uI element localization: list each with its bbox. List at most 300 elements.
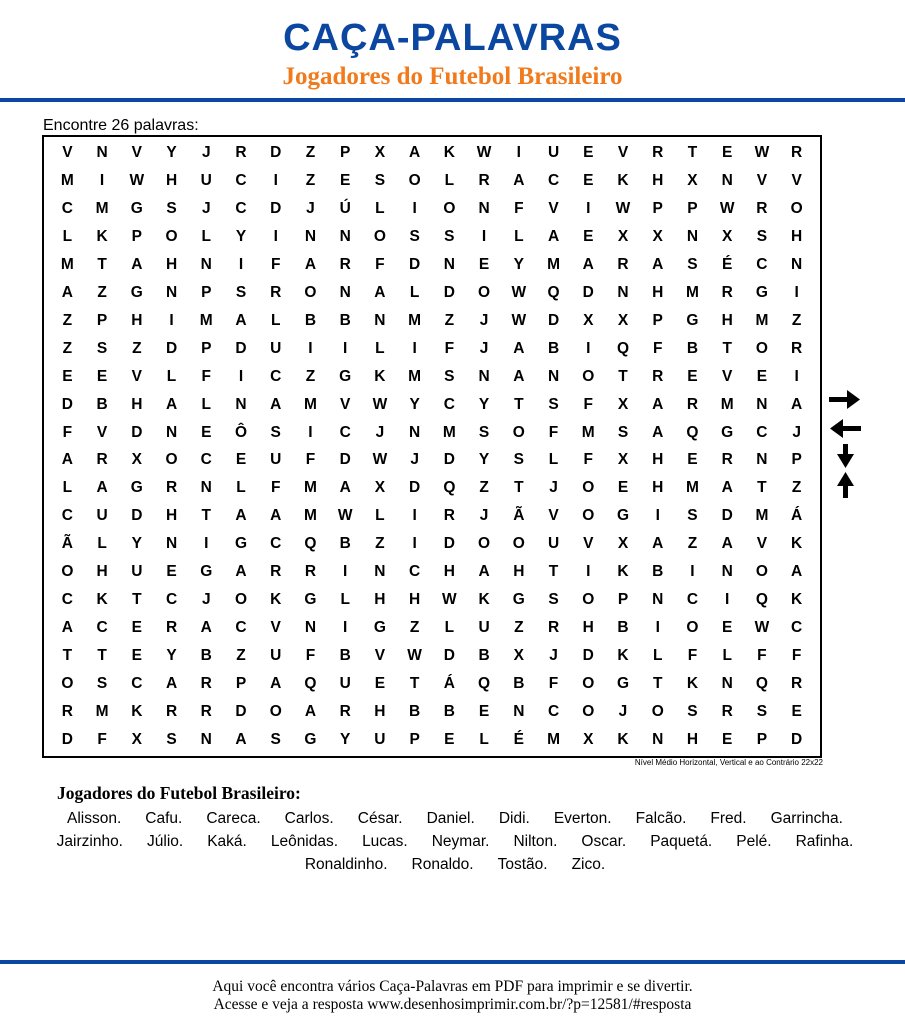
word-list-item: Jairzinho. bbox=[56, 833, 123, 850]
grid-cell: R bbox=[652, 367, 664, 385]
grid-cell: Y bbox=[166, 647, 177, 665]
grid-cell: L bbox=[514, 227, 524, 245]
grid-cell: D bbox=[582, 283, 594, 301]
grid-cell: G bbox=[130, 283, 143, 301]
grid-cell: J bbox=[479, 311, 489, 329]
grid-cell: R bbox=[270, 563, 282, 581]
grid-cell: X bbox=[583, 311, 594, 329]
grid-cell: F bbox=[444, 339, 455, 357]
grid-cell: G bbox=[304, 591, 317, 609]
grid-cell: T bbox=[409, 675, 420, 693]
grid-cell: O bbox=[755, 563, 768, 581]
grid-cell: B bbox=[547, 339, 560, 357]
grid-cell: O bbox=[582, 507, 595, 525]
grid-cell: M bbox=[408, 311, 422, 329]
word-list-item: Paquetá. bbox=[650, 833, 713, 850]
grid-cell: I bbox=[343, 619, 348, 637]
grid-cell: H bbox=[165, 507, 178, 525]
grid-cell: D bbox=[409, 479, 421, 497]
grid-cell: C bbox=[96, 619, 108, 637]
grid-cell: D bbox=[235, 703, 247, 721]
grid-cell: Z bbox=[687, 535, 698, 553]
grid-cell: D bbox=[547, 311, 560, 329]
grid-cell: U bbox=[96, 507, 108, 525]
grid-cell: A bbox=[374, 283, 386, 301]
grid-cell: G bbox=[616, 507, 630, 525]
grid-cell: Y bbox=[478, 395, 490, 413]
grid-cell: H bbox=[131, 311, 143, 329]
grid-cell: P bbox=[201, 339, 212, 357]
grid-cell: A bbox=[61, 619, 73, 637]
grid-cell: O bbox=[373, 227, 386, 245]
grid-cell: I bbox=[343, 339, 348, 357]
grid-cell: N bbox=[791, 255, 803, 273]
grid-cell: C bbox=[756, 255, 768, 273]
grid-cell: S bbox=[756, 227, 768, 245]
grid-cell: Ã bbox=[61, 535, 73, 553]
grid-cell: K bbox=[443, 143, 455, 161]
grid-cell: A bbox=[165, 675, 178, 693]
grid-cell: W bbox=[337, 507, 353, 525]
grid-cell: N bbox=[547, 367, 560, 385]
grid-cell: F bbox=[791, 647, 802, 665]
grid-cell: E bbox=[131, 647, 142, 665]
grid-cell: X bbox=[131, 451, 142, 469]
grid-cell: A bbox=[582, 255, 594, 273]
grid-cell: V bbox=[131, 143, 142, 161]
grid-cell: O bbox=[512, 423, 525, 441]
bottom-divider bbox=[0, 960, 905, 964]
grid-cell: L bbox=[166, 367, 177, 385]
grid-cell: C bbox=[235, 199, 247, 217]
grid-cell: A bbox=[513, 339, 525, 357]
grid-cell: R bbox=[617, 255, 629, 273]
grid-cell: M bbox=[547, 731, 560, 749]
grid-cell: I bbox=[273, 227, 278, 245]
grid-cell: B bbox=[478, 647, 490, 665]
grid-cell: A bbox=[61, 451, 73, 469]
grid-cell: A bbox=[235, 311, 247, 329]
grid-cell: U bbox=[270, 451, 282, 469]
grid-cell: R bbox=[96, 451, 108, 469]
grid-cell: Ú bbox=[339, 199, 351, 217]
grid-cell: W bbox=[407, 647, 422, 665]
grid-cell: G bbox=[755, 283, 768, 301]
grid-cell: X bbox=[513, 647, 524, 665]
grid-cell: T bbox=[132, 591, 142, 609]
grid-cell: R bbox=[339, 703, 351, 721]
grid-cell: J bbox=[792, 423, 801, 441]
grid-cell: C bbox=[270, 367, 282, 385]
grid-cell: K bbox=[617, 563, 629, 581]
grid-cell: A bbox=[96, 479, 108, 497]
grid-cell: U bbox=[374, 731, 386, 749]
grid-cell: P bbox=[96, 311, 108, 329]
grid-cell: F bbox=[757, 647, 767, 665]
grid-cell: H bbox=[443, 563, 455, 581]
grid-cell: D bbox=[165, 339, 178, 357]
grid-cell: I bbox=[725, 591, 730, 609]
grid-cell: S bbox=[166, 199, 177, 217]
grid-cell: I bbox=[238, 367, 244, 385]
grid-cell: R bbox=[791, 675, 803, 693]
grid-cell: Z bbox=[62, 311, 73, 329]
grid-cell: G bbox=[130, 199, 143, 217]
grid-cell: Ô bbox=[234, 423, 248, 441]
grid-cell: P bbox=[617, 591, 629, 609]
grid-cell: O bbox=[790, 199, 803, 217]
grid-cell: X bbox=[617, 451, 629, 469]
grid-cell: X bbox=[374, 479, 386, 497]
grid-cell: H bbox=[721, 311, 733, 329]
grid-cell: Z bbox=[97, 283, 107, 301]
grid-cell: K bbox=[686, 675, 699, 693]
grid-cell: N bbox=[165, 535, 178, 553]
grid-cell: N bbox=[721, 563, 733, 581]
grid-cell: I bbox=[204, 535, 209, 553]
grid-cell: A bbox=[652, 395, 664, 413]
grid-cell: B bbox=[304, 311, 317, 329]
grid-cell: S bbox=[478, 423, 490, 441]
grid-cell: T bbox=[62, 647, 73, 665]
grid-cell: S bbox=[235, 283, 247, 301]
grid-cell: F bbox=[583, 451, 593, 469]
page-title: CAÇA-PALAVRAS bbox=[283, 17, 622, 59]
grid-cell: X bbox=[131, 731, 142, 749]
grid-cell: M bbox=[60, 255, 74, 273]
grid-cell: M bbox=[720, 395, 734, 413]
grid-cell: O bbox=[582, 367, 595, 385]
grid-cell: M bbox=[685, 479, 699, 497]
grid-cell: Á bbox=[791, 507, 803, 525]
grid-cell: R bbox=[478, 171, 490, 189]
grid-cell: T bbox=[514, 479, 524, 497]
grid-cell: R bbox=[791, 339, 803, 357]
grid-cell: Y bbox=[478, 451, 490, 469]
grid-cell: Ã bbox=[513, 507, 525, 525]
grid-cell: O bbox=[408, 171, 421, 189]
grid-cell: L bbox=[375, 507, 385, 525]
grid-cell: N bbox=[443, 255, 455, 273]
grid-cell: P bbox=[235, 675, 247, 693]
word-list-item: Didi. bbox=[498, 810, 530, 827]
grid-cell: V bbox=[722, 367, 733, 385]
grid-cell: R bbox=[270, 283, 282, 301]
grid-cell: X bbox=[583, 731, 594, 749]
grid-cell: Z bbox=[444, 311, 455, 329]
grid-cell: K bbox=[478, 591, 490, 609]
grid-cell: A bbox=[721, 535, 733, 553]
grid-cell: R bbox=[61, 703, 73, 721]
grid-cell: J bbox=[549, 479, 558, 497]
grid-cell: I bbox=[794, 283, 799, 301]
grid-cell: F bbox=[375, 255, 385, 273]
word-list-item: Fred. bbox=[710, 810, 747, 827]
grid-cell: P bbox=[756, 731, 768, 749]
grid-cell: G bbox=[512, 591, 525, 609]
grid-cell: W bbox=[719, 199, 735, 217]
grid-cell: X bbox=[652, 227, 663, 245]
grid-cell: F bbox=[687, 647, 698, 665]
grid-cell: D bbox=[443, 535, 455, 553]
grid-cell: B bbox=[339, 535, 351, 553]
grid-cell: W bbox=[511, 283, 527, 301]
grid-cell: A bbox=[270, 675, 282, 693]
grid-cell: N bbox=[165, 423, 178, 441]
grid-cell: D bbox=[235, 339, 247, 357]
grid-cell: O bbox=[686, 619, 699, 637]
grid-cell: A bbox=[200, 619, 212, 637]
grid-cell: R bbox=[721, 283, 733, 301]
grid-cell: H bbox=[652, 283, 664, 301]
grid-cell: G bbox=[304, 731, 317, 749]
word-list-item: Kaká. bbox=[207, 833, 247, 850]
grid-cell: V bbox=[374, 647, 386, 665]
grid-cell: A bbox=[721, 479, 733, 497]
grid-cell: L bbox=[201, 395, 211, 413]
grid-cell: F bbox=[97, 731, 107, 749]
grid-cell: S bbox=[548, 395, 559, 413]
grid-cell: C bbox=[200, 451, 212, 469]
grid-cell: B bbox=[686, 339, 699, 357]
grid-cell: S bbox=[96, 675, 108, 693]
grid-cell: O bbox=[165, 451, 178, 469]
grid-cell: D bbox=[443, 451, 455, 469]
grid-cell: S bbox=[374, 171, 386, 189]
instruction-text: Encontre 26 palavras: bbox=[43, 117, 199, 134]
grid-cell: E bbox=[583, 171, 594, 189]
grid-cell: O bbox=[478, 535, 491, 553]
grid-cell: Q bbox=[686, 423, 699, 441]
grid-cell: R bbox=[721, 703, 733, 721]
grid-cell: T bbox=[97, 255, 107, 273]
grid-cell: K bbox=[374, 367, 386, 385]
grid-cell: A bbox=[131, 255, 143, 273]
grid-cell: H bbox=[374, 703, 386, 721]
grid-cell: G bbox=[130, 479, 143, 497]
grid-cell: A bbox=[270, 395, 282, 413]
grid-cell: N bbox=[304, 619, 317, 637]
grid-cell: W bbox=[754, 143, 770, 161]
grid-cell: E bbox=[722, 731, 733, 749]
grid-cell: L bbox=[722, 647, 732, 665]
grid-cell: I bbox=[308, 423, 313, 441]
grid-cell: M bbox=[60, 171, 74, 189]
grid-cell: I bbox=[308, 339, 313, 357]
grid-cell: D bbox=[61, 731, 73, 749]
grid-cell: H bbox=[686, 731, 699, 749]
grid-cell: Q bbox=[547, 283, 560, 301]
grid-cell: D bbox=[131, 423, 143, 441]
grid-cell: X bbox=[617, 535, 629, 553]
grid-cell: S bbox=[513, 451, 524, 469]
grid-cell: N bbox=[200, 479, 212, 497]
word-list-item: Alisson. bbox=[67, 810, 122, 827]
word-list-item: Oscar. bbox=[581, 833, 627, 850]
grid-cell: W bbox=[754, 619, 770, 637]
grid-cell: V bbox=[96, 423, 108, 441]
grid-cell: P bbox=[652, 199, 663, 217]
grid-cell: S bbox=[96, 339, 108, 357]
grid-cell: H bbox=[131, 395, 143, 413]
grid-cell: F bbox=[548, 675, 559, 693]
grid-cell: D bbox=[443, 283, 455, 301]
grid-cell: Y bbox=[513, 255, 524, 273]
grid-cell: A bbox=[409, 143, 421, 161]
grid-cell: Q bbox=[755, 591, 768, 609]
grid-cell: M bbox=[755, 311, 769, 329]
grid-cell: L bbox=[652, 647, 663, 665]
grid-cell: C bbox=[686, 591, 699, 609]
grid-cell: L bbox=[444, 171, 455, 189]
grid-cell: A bbox=[652, 423, 664, 441]
grid-cell: V bbox=[340, 395, 351, 413]
grid-cell: J bbox=[306, 199, 315, 217]
grid-cell: J bbox=[618, 703, 628, 721]
grid-cell: V bbox=[617, 143, 629, 161]
grid-cell: C bbox=[409, 563, 421, 581]
grid-cell: I bbox=[690, 563, 695, 581]
grid-cell: O bbox=[512, 535, 525, 553]
grid-cell: R bbox=[165, 703, 178, 721]
grid-cell: O bbox=[269, 703, 282, 721]
grid-cell: C bbox=[61, 507, 73, 525]
grid-cell: L bbox=[444, 619, 455, 637]
grid-cell: N bbox=[235, 395, 247, 413]
grid-cell: C bbox=[131, 675, 143, 693]
grid-cell: I bbox=[516, 143, 521, 161]
grid-cell: T bbox=[514, 395, 524, 413]
grid-cell: W bbox=[129, 171, 145, 189]
word-list bbox=[40, 810, 870, 874]
grid-cell: W bbox=[476, 143, 492, 161]
grid-cell: P bbox=[340, 143, 351, 161]
grid-cell: O bbox=[651, 703, 664, 721]
grid-cell: E bbox=[478, 703, 490, 721]
grid-cell: C bbox=[61, 199, 73, 217]
grid-cell: S bbox=[409, 227, 420, 245]
grid-cell: T bbox=[548, 563, 559, 581]
grid-cell: W bbox=[442, 591, 457, 609]
grid-cell: Z bbox=[305, 367, 316, 385]
grid-cell: Z bbox=[514, 619, 524, 637]
grid-cell: R bbox=[686, 395, 699, 413]
grid-cell: S bbox=[687, 703, 698, 721]
grid-cell: W bbox=[372, 451, 388, 469]
grid-cell: E bbox=[687, 367, 698, 385]
grid-cell: M bbox=[442, 423, 456, 441]
grid-cell: A bbox=[513, 367, 525, 385]
grid-cell: O bbox=[478, 283, 491, 301]
grid-cell: M bbox=[95, 199, 109, 217]
grid-cell: Z bbox=[479, 479, 489, 497]
page-subtitle: Jogadores do Futebol Brasileiro bbox=[282, 63, 623, 90]
grid-cell: I bbox=[794, 367, 799, 385]
grid-cell: I bbox=[412, 339, 417, 357]
footer-line-2: Acesse e veja a resposta www.desenhosimprimir.com.br/?p=12581/#resposta bbox=[213, 996, 692, 1013]
grid-cell: J bbox=[479, 339, 489, 357]
grid-cell: C bbox=[235, 171, 247, 189]
grid-cell: F bbox=[514, 199, 524, 217]
grid-cell: T bbox=[652, 675, 663, 693]
grid-cell: G bbox=[686, 311, 699, 329]
grid-cell: K bbox=[617, 647, 629, 665]
grid-cell: D bbox=[582, 647, 594, 665]
grid-cell: L bbox=[201, 227, 211, 245]
grid-cell: T bbox=[757, 479, 767, 497]
grid-cell: C bbox=[547, 171, 560, 189]
grid-cell: R bbox=[756, 199, 768, 217]
grid-cell: N bbox=[200, 731, 212, 749]
grid-cell: N bbox=[721, 171, 733, 189]
grid-cell: R bbox=[791, 143, 803, 161]
grid-cell: R bbox=[339, 255, 351, 273]
grid-cell: T bbox=[722, 339, 732, 357]
grid-cell: V bbox=[270, 619, 281, 637]
grid-cell: U bbox=[547, 143, 560, 161]
grid-cell: F bbox=[583, 395, 593, 413]
grid-cell: O bbox=[755, 339, 768, 357]
grid-cell: M bbox=[547, 255, 560, 273]
grid-cell: V bbox=[548, 199, 559, 217]
grid-cell: Y bbox=[131, 535, 142, 553]
grid-cell: P bbox=[791, 451, 802, 469]
grid-cell: O bbox=[582, 675, 595, 693]
grid-cell: U bbox=[270, 339, 282, 357]
grid-cell: E bbox=[617, 479, 629, 497]
word-list-item: Ronaldinho. bbox=[304, 856, 388, 873]
grid-cell: S bbox=[548, 591, 559, 609]
grid-cell: R bbox=[721, 451, 733, 469]
grid-cell: B bbox=[443, 703, 455, 721]
grid-cell: S bbox=[617, 423, 629, 441]
word-list-item: Tostão. bbox=[497, 856, 548, 873]
grid-cell: M bbox=[581, 423, 595, 441]
grid-cell: V bbox=[756, 171, 768, 189]
grid-cell: H bbox=[96, 563, 108, 581]
grid-cell: M bbox=[95, 703, 109, 721]
grid-cell: Z bbox=[791, 479, 802, 497]
grid-cell: R bbox=[235, 143, 247, 161]
grid-cell: Z bbox=[375, 535, 385, 553]
grid-cell: N bbox=[617, 283, 629, 301]
grid-cell: Q bbox=[616, 339, 630, 357]
grid-cell: N bbox=[339, 283, 351, 301]
grid-cell: F bbox=[270, 255, 281, 273]
grid-cell: E bbox=[756, 367, 768, 385]
grid-cell: E bbox=[722, 143, 733, 161]
direction-arrows bbox=[827, 386, 863, 502]
word-list-item: Careca. bbox=[206, 810, 261, 827]
grid-cell: E bbox=[201, 423, 212, 441]
grid-cell: K bbox=[617, 731, 629, 749]
grid-cell: A bbox=[235, 731, 247, 749]
grid-cell: F bbox=[305, 451, 316, 469]
grid-cell: Q bbox=[304, 675, 317, 693]
grid-cell: N bbox=[478, 367, 490, 385]
grid-cell: P bbox=[409, 731, 420, 749]
grid-cell: R bbox=[165, 619, 178, 637]
grid-cell: H bbox=[652, 451, 664, 469]
grid-cell: Q bbox=[755, 675, 768, 693]
grid-cell: Z bbox=[305, 143, 316, 161]
grid-cell: F bbox=[652, 339, 663, 357]
grid-cell: H bbox=[165, 255, 178, 273]
grid-cell: T bbox=[687, 143, 698, 161]
grid-cell: F bbox=[201, 367, 211, 385]
grid-cell: H bbox=[409, 591, 421, 609]
grid-cell: A bbox=[235, 507, 247, 525]
